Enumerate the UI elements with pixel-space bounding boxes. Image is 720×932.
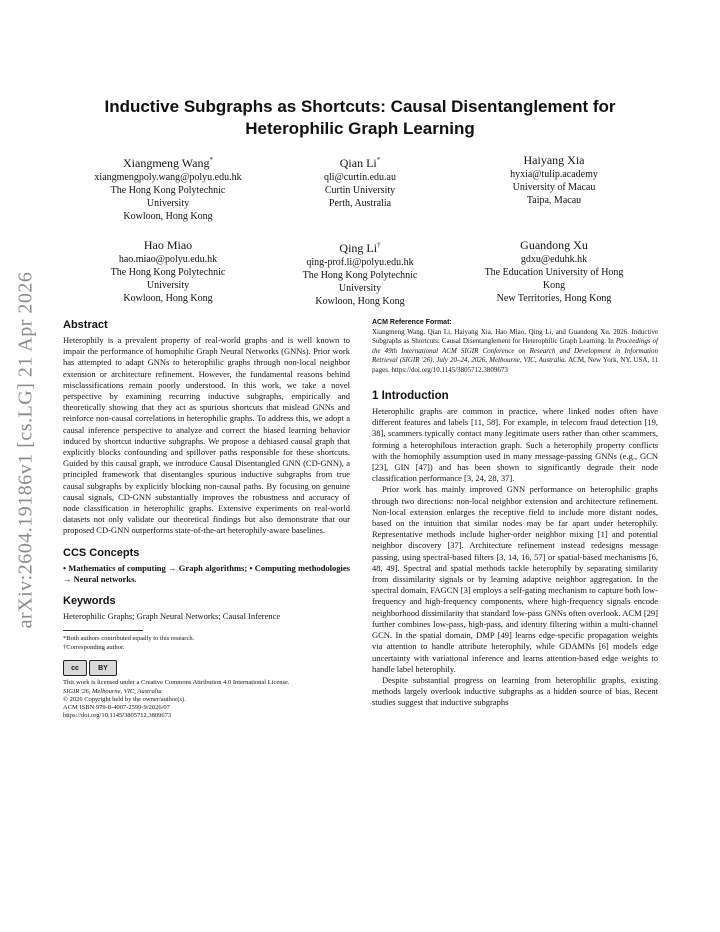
license-copyright: © 2026 Copyright held by the owner/author(s). [63, 695, 186, 703]
acm-ref-text [372, 328, 658, 375]
acm-ref-authors: Xiangmeng Wang, Qian Li, Haiyang Xia, Hao Miao, Qing Li, and Guandong Xu. 2026. Inductive Subgraphs as Shortcuts: Causal Disentanglement for Heterophilic Graph Learning. In [372, 328, 658, 346]
author-location: Perth, Australia [328, 198, 392, 209]
author-email: xiangmengpoly.wang@polyu.edu.hk [94, 172, 242, 183]
author-mark: * [376, 156, 381, 164]
author-email: hyxia@tulip.academy [510, 169, 598, 180]
license-block [63, 679, 350, 720]
author-location: New Territories, Hong Kong [496, 293, 612, 304]
footnote-corresponding: †Corresponding author. [63, 644, 125, 652]
author-affiliation: Curtin University [324, 185, 396, 196]
footnote-equal-contribution: *Both authors contributed equally to this research. [63, 635, 195, 643]
author-name: Haiyang Xia [523, 153, 585, 167]
arxiv-stamp-text: arXiv:2604.19186v1 [cs.LG] 21 Apr 2026 [14, 271, 37, 629]
abstract-heading: Abstract [63, 319, 108, 331]
paper-title [60, 96, 660, 140]
right-column [372, 318, 658, 709]
title-line-1: Inductive Subgraphs as Shortcuts: Causal Disentanglement for [104, 97, 616, 116]
abstract-text: Heterophily is a prevalent property of real-world graphs and is well known to impair the performance of homophilic Graph Neural Networks (GNNs). Prior work has attempted to adapt GNNs to heterophilic graphs through non-local neighbor extension or architecture refinement. However, the fundamental reasons behind misclassifications remain poorly understood. In this work, we take a novel perspective by examining recurring inductive subgraphs, empirically and theoretically showing that they act as spurious shortcuts that mislead GNNs and reinforce non-causal correlations in heterophilic graphs. To address this, we adopt a causal inference perspective to analyze and correct the biased learning behavior induced by shortcut inductive subgraphs. We propose a debiased causal graph that explicitly blocks confounding and spillover paths responsible for these shortcuts. Guided by this causal graph, we introduce Causal Disentangled GNN (CD-GNN), a principled framework that disentangles spurious inductive subgraphs from true causal subgraphs by explicitly blocking non-causal paths. By focusing on genuine causal signals, CD-GNN substantially improves the robustness and accuracy of node classification in heterophilic graphs. Extensive experiments on real-world datasets not only validate our theoretical findings but also demonstrate that our proposed CD-GNN outperforms state-of-the-art heterophily-aware baselines. [63, 335, 350, 536]
cc-icon: cc [63, 660, 87, 676]
author-affiliation: The Hong Kong Polytechnic [110, 267, 226, 278]
acm-ref-venue: Proceedings of the 49th International ACM SIGIR Conference on Research and Development in Information Retrieval (SIGIR '26), July 20–24, 2026, Melbourne, VIC, Australia. [372, 337, 658, 365]
intro-paragraph-3: Despite substantial progress on learning from heterophilic graphs, existing methods largely overlook inductive subgraphs as a hidden source of bias. Recent studies suggest that inductive subgraphs [372, 674, 658, 708]
author-name: Hao Miao [143, 238, 193, 252]
acm-ref-heading: ACM Reference Format: [372, 319, 452, 326]
acm-ref-publisher: ACM, New York, NY, USA, 11 pages. https://doi.org/10.1145/3805712.3809673 [372, 356, 658, 374]
intro-heading: 1 Introduction [372, 390, 449, 403]
author-block [68, 152, 268, 223]
by-icon: BY [89, 660, 117, 676]
keywords-heading: Keywords [63, 595, 116, 608]
author-mark: * [209, 156, 213, 164]
ccs-heading: CCS Concepts [63, 546, 140, 559]
author-affiliation: Kong [542, 280, 566, 291]
license-line: This work is licensed under a Creative Commons Attribution 4.0 International License. [63, 679, 290, 687]
author-affiliation: The Hong Kong Polytechnic [110, 185, 226, 196]
author-block [260, 152, 460, 210]
footnote-rule [63, 630, 143, 631]
author-block [454, 152, 654, 207]
author-email: qli@curtin.edu.au [324, 172, 396, 183]
author-location: Taipa, Macau [526, 195, 582, 206]
arxiv-stamp [6, 240, 46, 660]
intro-paragraph-2: Prior work has mainly improved GNN performance on heterophilic graphs through two directions: non-local neighbor extension and architecture refinement. Non-local extension enlarges the receptive field to include more distant nodes, based on the intuition that similar nodes may be far apart under heterophily. Representative methods include higher-order neighbor mixing [1] and potential neighbor discovery [37]. Architecture refinement instead redesigns message passing, using spectral-based filters [3, 14, 16, 57] or spatial-based mechanisms [6, 48, 49]. Spectral and spatial methods tackle heterophily by separating similarity from dissimilarity signals or by learning adaptive neighbor aggregation. In the spectral domain, FAGCN [3] employs a self-gating mechanism to capture both low-frequency and high-frequency components, where high-frequency signals encode neighborhood dissimilarity that standard low-pass GNNs often overlook. ACM [29] further combines low-pass, high-pass, and identity filtering within a multi-channel GCN. In the spatial domain, DMP [49] learns edge-specific propagation weights via attention to handle attribute heterophily, while GDAMNs [6] models edge uncertainty with variational inference and learns attention-based edge weights to handle label heterophily. [372, 484, 658, 674]
author-email: hao.miao@polyu.edu.hk [118, 254, 218, 265]
author-affiliation: University of Macau [512, 182, 596, 193]
author-affiliation: University [146, 198, 190, 209]
left-column [63, 318, 350, 721]
author-affiliation: The Hong Kong Polytechnic [302, 270, 418, 281]
author-location: Kowloon, Hong Kong [123, 293, 213, 304]
author-location: Kowloon, Hong Kong [123, 211, 213, 222]
author-block [454, 237, 654, 305]
intro-paragraph-1: Heterophilic graphs are common in practice, where linked nodes often have different features and labels [11, 58]. For example, in telecom fraud detection [19, 38], scammers typically contact many legitimate users rather than other scammers, forming a heterophilous interaction graph. Such a heterophily property conflicts with the homophily assumption used in many message-passing GNNs (e.g., GCN [23], GIN [47]) and has been shown to significantly degrade their node classification performance [3, 24, 28, 37]. [372, 406, 658, 484]
author-mark: † [377, 241, 381, 249]
cc-by-badge[interactable] [63, 660, 350, 676]
author-location: Kowloon, Hong Kong [315, 296, 405, 307]
author-name: Xiangmeng Wang [123, 156, 210, 170]
title-line-2: Heterophilic Graph Learning [245, 119, 475, 138]
author-affiliation: University [146, 280, 190, 291]
license-doi-link[interactable]: https://doi.org/10.1145/3805712.3809673 [63, 712, 172, 720]
author-name: Guandong Xu [520, 238, 588, 252]
license-isbn: ACM ISBN 979-8-4007-2599-9/2026/07 [63, 704, 170, 712]
ccs-text: • Mathematics of computing → Graph algorithms; • Computing methodologies → Neural networks. [63, 562, 350, 584]
author-name: Qing Li [339, 241, 378, 255]
author-block [68, 237, 268, 305]
author-email: qing-prof.li@polyu.edu.hk [306, 257, 414, 268]
author-email: gdxu@eduhk.hk [520, 254, 588, 265]
author-block [260, 237, 460, 308]
author-name: Qian Li [339, 156, 377, 170]
license-venue: SIGIR '26, Melbourne, VIC, Australia [63, 687, 162, 695]
keywords-text: Heterophilic Graphs; Graph Neural Networks; Causal Inference [63, 611, 281, 622]
author-affiliation: The Education University of Hong [484, 267, 624, 278]
author-affiliation: University [338, 283, 382, 294]
